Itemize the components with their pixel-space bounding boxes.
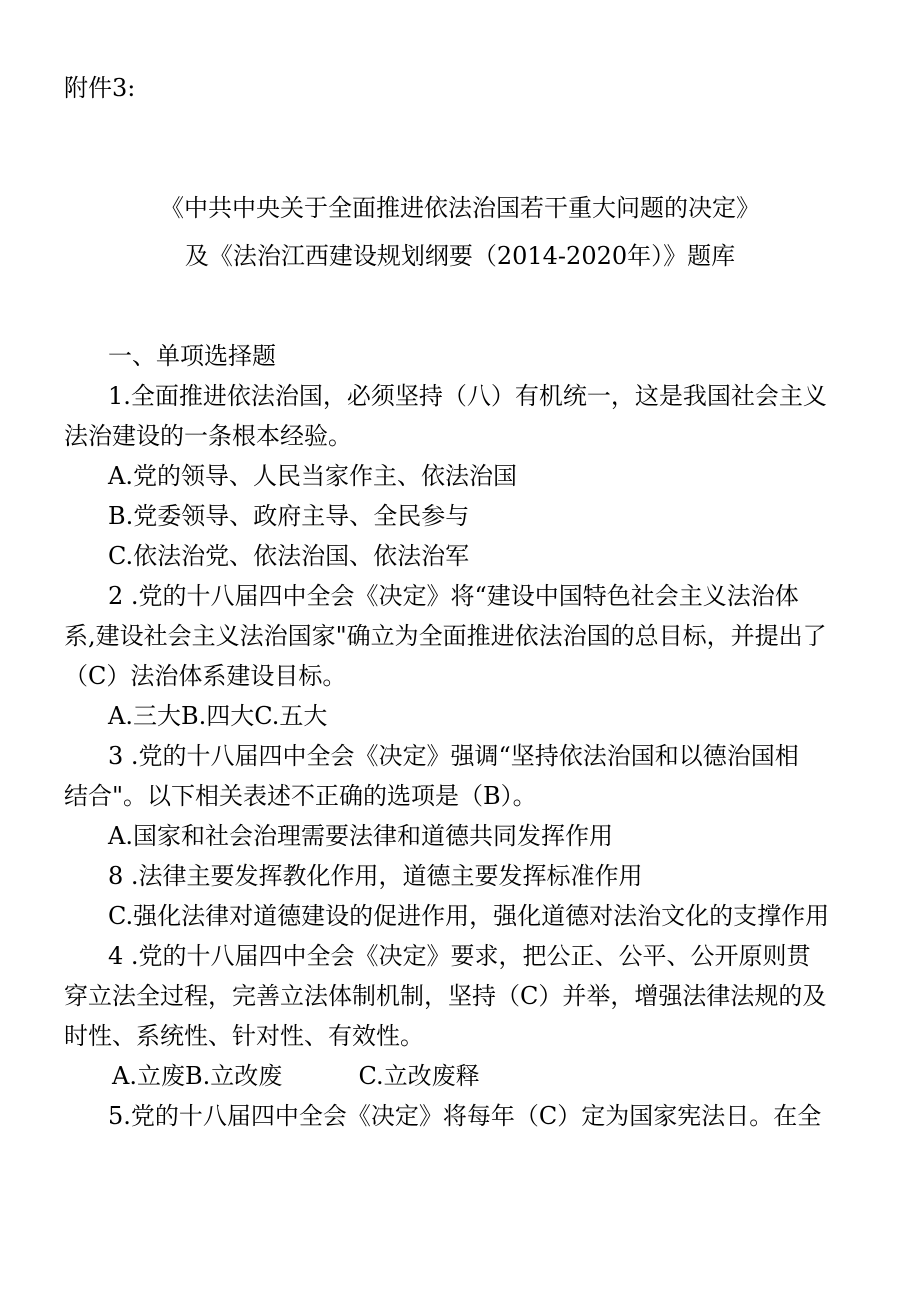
question-1-stem-cont: 法治建设的一条根本经验。 bbox=[64, 422, 352, 450]
question-3-option-b: 8 .法律主要发挥教化作用，道德主要发挥标准作用 bbox=[108, 862, 643, 890]
question-1-stem: 1.全面推进依法治国，必须坚持（八）有机统一，这是我国社会主义 bbox=[108, 382, 827, 410]
question-body bbox=[64, 336, 854, 1136]
question-4-options: A.立废B.立改废 C.立改废释 bbox=[112, 1062, 480, 1090]
question-1-option-c: C.依法治党、依法治国、依法治军 bbox=[108, 542, 470, 570]
question-2-stem-cont: 系,建设社会主义法治国家"确立为全面推进依法治国的总目标，并提出了 bbox=[64, 622, 827, 650]
question-4-stem-cont: 穿立法全过程，完善立法体制机制，坚持（C）并举，增强法律法规的及 bbox=[64, 982, 827, 1010]
question-4-stem-cont: 时性、系统性、针对性、有效性。 bbox=[64, 1022, 424, 1050]
section-heading: 一、单项选择题 bbox=[108, 342, 276, 370]
question-4-stem: 4 .党的十八届四中全会《决定》要求，把公正、公平、公开原则贯 bbox=[108, 942, 811, 970]
document-title-line-1: 《中共中央关于全面推进依法治国若干重大问题的决定》 bbox=[160, 194, 760, 222]
question-3-stem-cont: 结合"。以下相关表述不正确的选项是（B）。 bbox=[64, 782, 537, 810]
question-1-option-b: B.党委领导、政府主导、全民参与 bbox=[108, 502, 470, 530]
attachment-label: 附件3: bbox=[64, 74, 136, 102]
question-5-stem: 5.党的十八届四中全会《决定》将每年（C）定为国家宪法日。在全 bbox=[108, 1102, 822, 1130]
question-3-option-a: A.国家和社会治理需要法律和道德共同发挥作用 bbox=[108, 822, 613, 850]
question-2-options: A.三大B.四大C.五大 bbox=[108, 702, 328, 730]
question-2-stem: 2 .党的十八届四中全会《决定》将“建设中国特色社会主义法治体 bbox=[108, 582, 799, 610]
document-title-line-2: 及《法治江西建设规划纲要（2014-2020年）》题库 bbox=[184, 242, 736, 270]
question-1-option-a: A.党的领导、人民当家作主、依法治国 bbox=[108, 462, 517, 490]
question-3-option-c: C.强化法律对道德建设的促进作用，强化道德对法治文化的支撑作用 bbox=[108, 902, 830, 930]
question-2-stem-cont: （C）法治体系建设目标。 bbox=[64, 662, 347, 690]
question-3-stem: 3 .党的十八届四中全会《决定》强调“坚持依法治国和以德治国相 bbox=[108, 742, 799, 770]
